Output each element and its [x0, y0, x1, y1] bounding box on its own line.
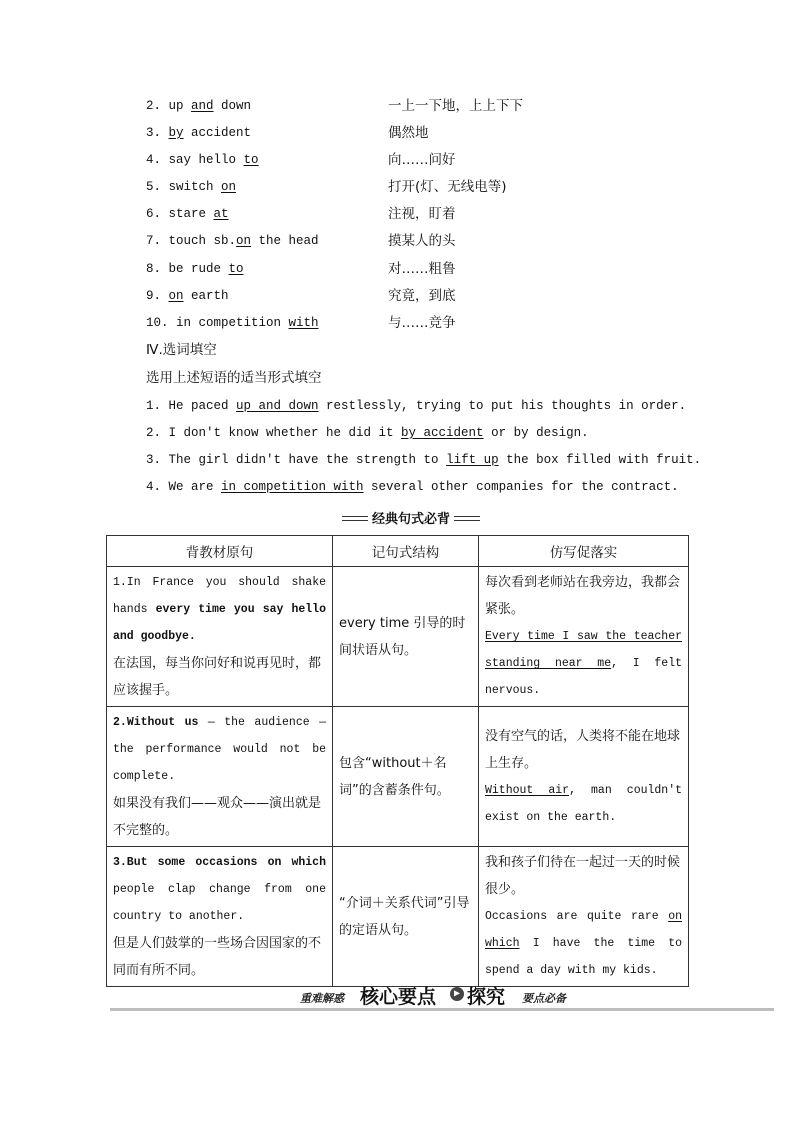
practice-answer: Without air, man couldn't exist on the earth. — [485, 783, 682, 824]
original-en: 3.But some occasions on which people clap change from one country to another. — [113, 856, 326, 923]
chevron-right-icon: ▶ — [450, 987, 464, 1001]
table-header: 记句式结构 — [333, 536, 479, 567]
fill-sentence: 1. He paced up and down restlessly, trying to put his thoughts in order. — [146, 399, 687, 413]
footer-title-2: 探究 — [467, 986, 506, 1008]
practice-answer: Occasions are quite rare on which I have the time to spend a day with my kids. — [485, 910, 682, 977]
practice-prompt: 我和孩子们待在一起过一天的时候很少。 — [485, 855, 681, 897]
practice-cell — [479, 707, 689, 847]
section-instruction: 选用上述短语的适当形式填空 — [146, 370, 322, 386]
original-sentence-cell — [107, 707, 333, 847]
footer-right-label: 要点必备 — [522, 992, 566, 1005]
table-row — [107, 847, 689, 987]
original-zh: 在法国，每当你问好和说再见时，都应该握手。 — [113, 656, 322, 698]
original-zh: 但是人们鼓掌的一些场合因国家的不同而有所不同。 — [113, 936, 322, 978]
structure-cell: 包含“without＋名词”的含蓄条件句。 — [333, 707, 479, 847]
table-header-row — [107, 536, 689, 567]
footer-title-1: 核心要点 — [360, 986, 437, 1008]
table-header: 仿写促落实 — [479, 536, 689, 567]
fill-sentence: 2. I don't know whether he did it by accident or by design. — [146, 426, 589, 440]
structure-cell: every time 引导的时间状语从句。 — [333, 567, 479, 707]
section-heading: Ⅳ.选词填空 — [146, 342, 217, 358]
table-row — [107, 567, 689, 707]
original-zh: 如果没有我们——观众——演出就是不完整的。 — [113, 796, 322, 838]
structure-cell: “介词＋关系代词”引导的定语从句。 — [333, 847, 479, 987]
original-sentence-cell — [107, 847, 333, 987]
section-footer-banner — [110, 984, 774, 1014]
original-en: 2.Without us — the audience — the performance would not be complete. — [113, 716, 327, 783]
practice-answer: Every time I saw the teacher standing near me, I felt nervous. — [485, 630, 682, 697]
fill-sentence: 4. We are in competition with several other companies for the contract. — [146, 480, 679, 494]
original-en: 1.In France you should shake hands every time you say hello and goodbye. — [113, 576, 326, 643]
footer-left-label: 重难解惑 — [300, 992, 344, 1005]
practice-prompt: 没有空气的话，人类将不能在地球上生存。 — [485, 728, 681, 771]
original-sentence-cell — [107, 567, 333, 707]
footer-rule — [110, 1008, 774, 1011]
sentence-table — [106, 535, 689, 987]
section-banner — [342, 508, 480, 527]
table-row — [107, 707, 689, 847]
fill-sentence: 3. The girl didn't have the strength to lift up the box filled with fruit. — [146, 453, 702, 467]
practice-cell — [479, 567, 689, 707]
table-header: 背教材原句 — [107, 536, 333, 567]
banner-title: 经典句式必背 — [368, 512, 454, 527]
practice-prompt: 每次看到老师站在我旁边，我都会紧张。 — [485, 575, 681, 617]
practice-cell — [479, 847, 689, 987]
